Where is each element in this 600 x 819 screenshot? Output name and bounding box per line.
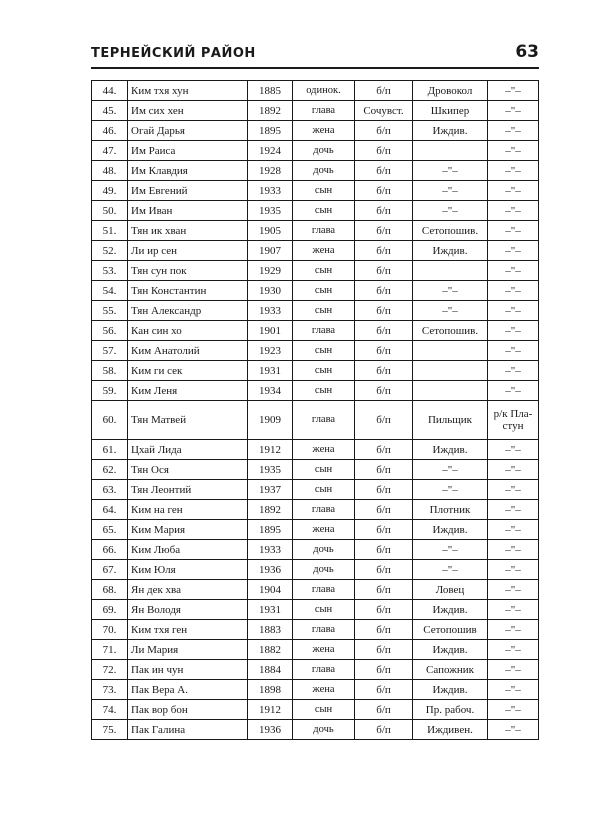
- table-row: [92, 321, 539, 341]
- table-row: [92, 121, 539, 141]
- occupation-cell: Сапожник: [413, 660, 488, 680]
- note-cell: –"–: [488, 440, 539, 460]
- note-cell: –"–: [488, 141, 539, 161]
- note-cell: –"–: [488, 620, 539, 640]
- person-name-cell: Им Клавдия: [128, 161, 248, 181]
- family-role-cell: жена: [293, 440, 355, 460]
- table-row: [92, 700, 539, 720]
- table-row: [92, 161, 539, 181]
- family-role-cell: жена: [293, 241, 355, 261]
- header-rule: [91, 67, 539, 69]
- family-role-cell: дочь: [293, 161, 355, 181]
- birth-year-cell: 1898: [248, 680, 293, 700]
- family-role-cell: дочь: [293, 720, 355, 740]
- party-status-cell: б/п: [355, 680, 413, 700]
- birth-year-cell: 1885: [248, 81, 293, 101]
- family-role-cell: жена: [293, 520, 355, 540]
- occupation-cell: Иждив.: [413, 241, 488, 261]
- table-row: [92, 381, 539, 401]
- row-number-cell: 49.: [92, 181, 128, 201]
- table-row: [92, 81, 539, 101]
- table-row: [92, 640, 539, 660]
- note-cell: –"–: [488, 281, 539, 301]
- birth-year-cell: 1895: [248, 121, 293, 141]
- party-status-cell: б/п: [355, 520, 413, 540]
- row-number-cell: 50.: [92, 201, 128, 221]
- note-cell: –"–: [488, 321, 539, 341]
- birth-year-cell: 1937: [248, 480, 293, 500]
- row-number-cell: 62.: [92, 460, 128, 480]
- birth-year-cell: 1901: [248, 321, 293, 341]
- person-name-cell: Тян Константин: [128, 281, 248, 301]
- family-role-cell: глава: [293, 321, 355, 341]
- table-row: [92, 221, 539, 241]
- row-number-cell: 56.: [92, 321, 128, 341]
- occupation-cell: [413, 341, 488, 361]
- party-status-cell: б/п: [355, 620, 413, 640]
- person-name-cell: Ким Юля: [128, 560, 248, 580]
- occupation-cell: Иждив.: [413, 640, 488, 660]
- person-name-cell: Тян Матвей: [128, 401, 248, 440]
- party-status-cell: б/п: [355, 580, 413, 600]
- birth-year-cell: 1933: [248, 540, 293, 560]
- note-cell: –"–: [488, 520, 539, 540]
- row-number-cell: 75.: [92, 720, 128, 740]
- note-cell: –"–: [488, 81, 539, 101]
- family-role-cell: дочь: [293, 540, 355, 560]
- row-number-cell: 74.: [92, 700, 128, 720]
- family-role-cell: сын: [293, 341, 355, 361]
- row-number-cell: 47.: [92, 141, 128, 161]
- table-row: [92, 460, 539, 480]
- table-row: [92, 480, 539, 500]
- birth-year-cell: 1907: [248, 241, 293, 261]
- person-name-cell: Ян дек хва: [128, 580, 248, 600]
- row-number-cell: 66.: [92, 540, 128, 560]
- row-number-cell: 64.: [92, 500, 128, 520]
- party-status-cell: б/п: [355, 141, 413, 161]
- family-role-cell: дочь: [293, 560, 355, 580]
- family-role-cell: сын: [293, 480, 355, 500]
- person-name-cell: Ким тхя ген: [128, 620, 248, 640]
- birth-year-cell: 1904: [248, 580, 293, 600]
- birth-year-cell: 1936: [248, 720, 293, 740]
- family-role-cell: сын: [293, 281, 355, 301]
- table-row: [92, 401, 539, 440]
- table-row: [92, 101, 539, 121]
- occupation-cell: –"–: [413, 480, 488, 500]
- row-number-cell: 67.: [92, 560, 128, 580]
- note-cell: –"–: [488, 700, 539, 720]
- party-status-cell: б/п: [355, 460, 413, 480]
- occupation-cell: Ловец: [413, 580, 488, 600]
- family-role-cell: глава: [293, 580, 355, 600]
- occupation-cell: Сетопошив.: [413, 221, 488, 241]
- table-row: [92, 181, 539, 201]
- person-name-cell: Ким Люба: [128, 540, 248, 560]
- family-role-cell: глава: [293, 620, 355, 640]
- family-role-cell: глава: [293, 101, 355, 121]
- person-name-cell: Тян Ося: [128, 460, 248, 480]
- note-cell: –"–: [488, 720, 539, 740]
- occupation-cell: –"–: [413, 560, 488, 580]
- person-name-cell: Ким Мария: [128, 520, 248, 540]
- row-number-cell: 51.: [92, 221, 128, 241]
- person-name-cell: Кан син хо: [128, 321, 248, 341]
- family-role-cell: глава: [293, 221, 355, 241]
- note-cell: –"–: [488, 101, 539, 121]
- party-status-cell: б/п: [355, 121, 413, 141]
- note-cell: –"–: [488, 660, 539, 680]
- occupation-cell: Иждив.: [413, 121, 488, 141]
- table-row: [92, 500, 539, 520]
- person-name-cell: Пак вор бон: [128, 700, 248, 720]
- birth-year-cell: 1931: [248, 361, 293, 381]
- person-name-cell: Им Раиса: [128, 141, 248, 161]
- party-status-cell: б/п: [355, 81, 413, 101]
- party-status-cell: б/п: [355, 640, 413, 660]
- person-name-cell: Тян Александр: [128, 301, 248, 321]
- party-status-cell: б/п: [355, 201, 413, 221]
- birth-year-cell: 1883: [248, 620, 293, 640]
- person-name-cell: Пак Вера А.: [128, 680, 248, 700]
- birth-year-cell: 1936: [248, 560, 293, 580]
- note-cell: –"–: [488, 680, 539, 700]
- table-row: [92, 560, 539, 580]
- person-name-cell: Цхай Лида: [128, 440, 248, 460]
- family-role-cell: глава: [293, 500, 355, 520]
- family-role-cell: одинок.: [293, 81, 355, 101]
- party-status-cell: б/п: [355, 480, 413, 500]
- occupation-cell: Пр. рабоч.: [413, 700, 488, 720]
- party-status-cell: б/п: [355, 281, 413, 301]
- note-cell: –"–: [488, 540, 539, 560]
- row-number-cell: 53.: [92, 261, 128, 281]
- occupation-cell: Шкипер: [413, 101, 488, 121]
- row-number-cell: 59.: [92, 381, 128, 401]
- birth-year-cell: 1928: [248, 161, 293, 181]
- occupation-cell: –"–: [413, 540, 488, 560]
- person-name-cell: Ли Мария: [128, 640, 248, 660]
- person-name-cell: Ким тхя хун: [128, 81, 248, 101]
- note-cell: –"–: [488, 201, 539, 221]
- table-row: [92, 680, 539, 700]
- table-row: [92, 281, 539, 301]
- occupation-cell: Иждивен.: [413, 720, 488, 740]
- occupation-cell: [413, 361, 488, 381]
- table-row: [92, 301, 539, 321]
- occupation-cell: Пильщик: [413, 401, 488, 440]
- family-role-cell: сын: [293, 460, 355, 480]
- note-cell: –"–: [488, 580, 539, 600]
- table-row: [92, 580, 539, 600]
- party-status-cell: б/п: [355, 660, 413, 680]
- note-cell: р/к Пла-стун: [488, 401, 539, 440]
- birth-year-cell: 1892: [248, 500, 293, 520]
- note-cell: –"–: [488, 560, 539, 580]
- person-name-cell: Огай Дарья: [128, 121, 248, 141]
- occupation-cell: [413, 261, 488, 281]
- table-row: [92, 241, 539, 261]
- family-role-cell: глава: [293, 660, 355, 680]
- occupation-cell: –"–: [413, 181, 488, 201]
- birth-year-cell: 1933: [248, 301, 293, 321]
- person-name-cell: Им Иван: [128, 201, 248, 221]
- table-row: [92, 540, 539, 560]
- page-header: [91, 44, 539, 66]
- birth-year-cell: 1934: [248, 381, 293, 401]
- family-role-cell: сын: [293, 361, 355, 381]
- occupation-cell: [413, 141, 488, 161]
- birth-year-cell: 1935: [248, 460, 293, 480]
- birth-year-cell: 1892: [248, 101, 293, 121]
- occupation-cell: –"–: [413, 281, 488, 301]
- row-number-cell: 46.: [92, 121, 128, 141]
- occupation-cell: Сетопошив.: [413, 321, 488, 341]
- note-cell: –"–: [488, 460, 539, 480]
- row-number-cell: 45.: [92, 101, 128, 121]
- birth-year-cell: 1882: [248, 640, 293, 660]
- note-cell: –"–: [488, 221, 539, 241]
- occupation-cell: –"–: [413, 201, 488, 221]
- family-role-cell: дочь: [293, 141, 355, 161]
- row-number-cell: 72.: [92, 660, 128, 680]
- row-number-cell: 69.: [92, 600, 128, 620]
- party-status-cell: б/п: [355, 440, 413, 460]
- occupation-cell: Плотник: [413, 500, 488, 520]
- note-cell: –"–: [488, 361, 539, 381]
- party-status-cell: б/п: [355, 321, 413, 341]
- birth-year-cell: 1912: [248, 700, 293, 720]
- row-number-cell: 61.: [92, 440, 128, 460]
- birth-year-cell: 1905: [248, 221, 293, 241]
- person-name-cell: Пак ин чун: [128, 660, 248, 680]
- family-role-cell: сын: [293, 381, 355, 401]
- party-status-cell: б/п: [355, 221, 413, 241]
- note-cell: –"–: [488, 341, 539, 361]
- family-role-cell: сын: [293, 700, 355, 720]
- person-name-cell: Ким Леня: [128, 381, 248, 401]
- person-name-cell: Тян ик хван: [128, 221, 248, 241]
- note-cell: –"–: [488, 480, 539, 500]
- person-name-cell: Им сих хен: [128, 101, 248, 121]
- note-cell: –"–: [488, 161, 539, 181]
- family-role-cell: жена: [293, 680, 355, 700]
- occupation-cell: Иждив.: [413, 600, 488, 620]
- occupation-cell: Дровокол: [413, 81, 488, 101]
- party-status-cell: б/п: [355, 381, 413, 401]
- party-status-cell: б/п: [355, 500, 413, 520]
- row-number-cell: 48.: [92, 161, 128, 181]
- family-role-cell: жена: [293, 121, 355, 141]
- party-status-cell: б/п: [355, 600, 413, 620]
- row-number-cell: 55.: [92, 301, 128, 321]
- note-cell: –"–: [488, 600, 539, 620]
- birth-year-cell: 1930: [248, 281, 293, 301]
- table-row: [92, 720, 539, 740]
- birth-year-cell: 1895: [248, 520, 293, 540]
- row-number-cell: 44.: [92, 81, 128, 101]
- person-name-cell: Ким ги сек: [128, 361, 248, 381]
- table-row: [92, 620, 539, 640]
- note-cell: –"–: [488, 500, 539, 520]
- party-status-cell: б/п: [355, 560, 413, 580]
- party-status-cell: б/п: [355, 720, 413, 740]
- person-name-cell: Тян Леонтий: [128, 480, 248, 500]
- note-cell: –"–: [488, 381, 539, 401]
- row-number-cell: 63.: [92, 480, 128, 500]
- person-name-cell: Тян сун пок: [128, 261, 248, 281]
- row-number-cell: 70.: [92, 620, 128, 640]
- person-name-cell: Им Евгений: [128, 181, 248, 201]
- header-title: ТЕРНЕЙСКИЙ РАЙОН: [91, 46, 256, 61]
- party-status-cell: б/п: [355, 161, 413, 181]
- birth-year-cell: 1929: [248, 261, 293, 281]
- party-status-cell: б/п: [355, 401, 413, 440]
- birth-year-cell: 1924: [248, 141, 293, 161]
- occupation-cell: Иждив.: [413, 440, 488, 460]
- table-row: [92, 141, 539, 161]
- row-number-cell: 71.: [92, 640, 128, 660]
- party-status-cell: б/п: [355, 361, 413, 381]
- note-cell: –"–: [488, 301, 539, 321]
- row-number-cell: 60.: [92, 401, 128, 440]
- table-row: [92, 520, 539, 540]
- occupation-cell: Иждив.: [413, 680, 488, 700]
- register-table: [91, 80, 539, 740]
- birth-year-cell: 1935: [248, 201, 293, 221]
- family-role-cell: сын: [293, 181, 355, 201]
- note-cell: –"–: [488, 640, 539, 660]
- occupation-cell: Сетопошив: [413, 620, 488, 640]
- party-status-cell: б/п: [355, 241, 413, 261]
- person-name-cell: Пак Галина: [128, 720, 248, 740]
- family-role-cell: сын: [293, 301, 355, 321]
- table-row: [92, 440, 539, 460]
- table-row: [92, 361, 539, 381]
- row-number-cell: 65.: [92, 520, 128, 540]
- birth-year-cell: 1912: [248, 440, 293, 460]
- row-number-cell: 54.: [92, 281, 128, 301]
- person-name-cell: Ким Анатолий: [128, 341, 248, 361]
- table-row: [92, 660, 539, 680]
- row-number-cell: 57.: [92, 341, 128, 361]
- party-status-cell: б/п: [355, 540, 413, 560]
- occupation-cell: –"–: [413, 301, 488, 321]
- row-number-cell: 52.: [92, 241, 128, 261]
- table-row: [92, 341, 539, 361]
- party-status-cell: б/п: [355, 700, 413, 720]
- birth-year-cell: 1933: [248, 181, 293, 201]
- row-number-cell: 68.: [92, 580, 128, 600]
- occupation-cell: –"–: [413, 161, 488, 181]
- register-body: [92, 81, 539, 740]
- birth-year-cell: 1884: [248, 660, 293, 680]
- family-role-cell: сын: [293, 261, 355, 281]
- party-status-cell: б/п: [355, 341, 413, 361]
- birth-year-cell: 1931: [248, 600, 293, 620]
- table-row: [92, 201, 539, 221]
- family-role-cell: сын: [293, 201, 355, 221]
- table-row: [92, 261, 539, 281]
- person-name-cell: Ким на ген: [128, 500, 248, 520]
- occupation-cell: Иждив.: [413, 520, 488, 540]
- birth-year-cell: 1909: [248, 401, 293, 440]
- birth-year-cell: 1923: [248, 341, 293, 361]
- table-row: [92, 600, 539, 620]
- party-status-cell: б/п: [355, 181, 413, 201]
- note-cell: –"–: [488, 241, 539, 261]
- occupation-cell: [413, 381, 488, 401]
- note-cell: –"–: [488, 181, 539, 201]
- person-name-cell: Ли ир сен: [128, 241, 248, 261]
- family-role-cell: сын: [293, 600, 355, 620]
- page-number: 63: [515, 42, 539, 62]
- person-name-cell: Ян Володя: [128, 600, 248, 620]
- occupation-cell: –"–: [413, 460, 488, 480]
- family-role-cell: жена: [293, 640, 355, 660]
- note-cell: –"–: [488, 121, 539, 141]
- party-status-cell: б/п: [355, 261, 413, 281]
- note-cell: –"–: [488, 261, 539, 281]
- row-number-cell: 73.: [92, 680, 128, 700]
- row-number-cell: 58.: [92, 361, 128, 381]
- party-status-cell: б/п: [355, 301, 413, 321]
- family-role-cell: глава: [293, 401, 355, 440]
- party-status-cell: Сочувст.: [355, 101, 413, 121]
